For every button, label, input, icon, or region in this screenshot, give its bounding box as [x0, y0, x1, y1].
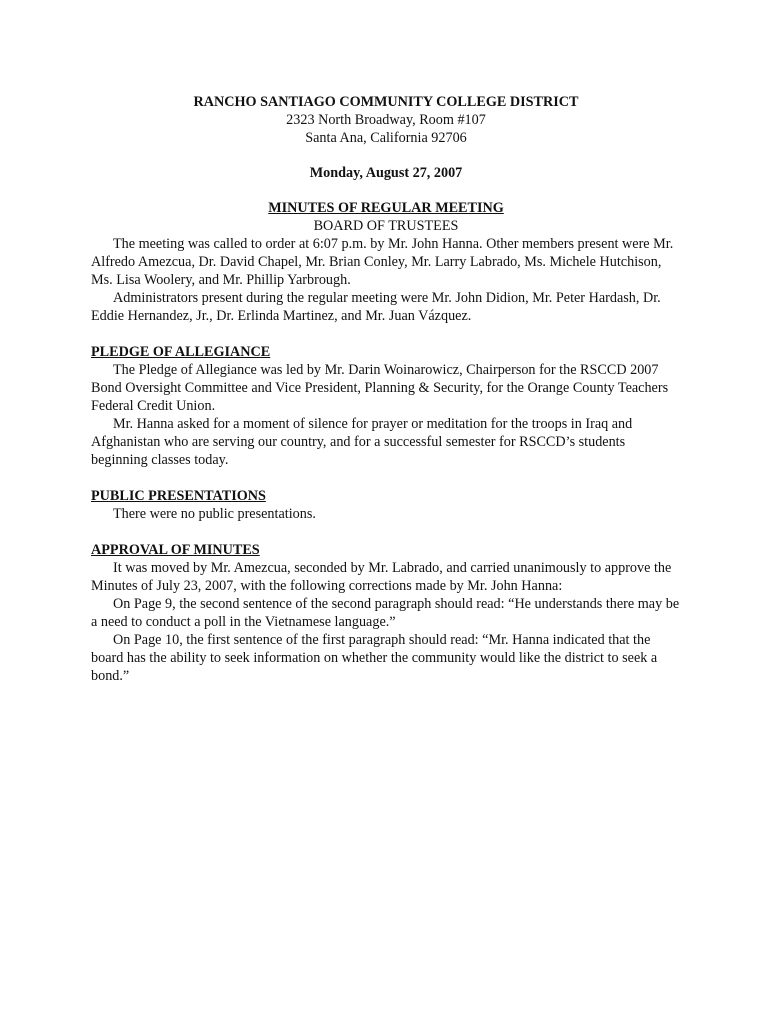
- call-to-order-paragraph: The meeting was called to order at 6:07 p.m. by Mr. John Hanna. Other members present were Mr. Alfredo Amezcua, Dr. David Chapel, Mr. Brian Conley, Mr. Larry Labrado, Ms. Michele Hutchison, Ms. Lisa Woolery, and Mr. Phillip Yarbrough.: [91, 236, 674, 288]
- meeting-date: Monday, August 27, 2007: [309, 165, 463, 181]
- address-line-1: 2323 North Broadway, Room #107: [286, 112, 486, 128]
- document-page: [91, 93, 681, 685]
- public-presentations-paragraph: There were no public presentations.: [113, 506, 316, 522]
- section-heading-pledge: PLEDGE OF ALLEGIANCE: [91, 344, 271, 360]
- pledge-paragraph-2: Mr. Hanna asked for a moment of silence for prayer or meditation for the troops in Iraq and Afghanistan who are serving our country, and for a successful semester for RSCCD’s students beginning classes today.: [91, 416, 633, 468]
- district-name: RANCHO SANTIAGO COMMUNITY COLLEGE DISTRICT: [193, 94, 579, 110]
- minutes-title-block: [91, 199, 681, 235]
- approval-paragraph-1: It was moved by Mr. Amezcua, seconded by Mr. Labrado, and carried unanimously to approve the Minutes of July 23, 2007, with the following corrections made by Mr. John Hanna:: [91, 560, 672, 594]
- approval-paragraph-2: On Page 9, the second sentence of the second paragraph should read: “He understands there may be a need to conduct a poll in the Vietnamese language.”: [91, 596, 680, 630]
- board-title: BOARD OF TRUSTEES: [313, 218, 459, 234]
- address-line-2: Santa Ana, California 92706: [305, 130, 467, 146]
- section-heading-public-presentations: PUBLIC PRESENTATIONS: [91, 488, 266, 504]
- minutes-title: MINUTES OF REGULAR MEETING: [268, 200, 504, 216]
- section-heading-approval: APPROVAL OF MINUTES: [91, 542, 260, 558]
- administrators-paragraph: Administrators present during the regular meeting were Mr. John Didion, Mr. Peter Hardash, Dr. Eddie Hernandez, Jr., Dr. Erlinda Martinez, and Mr. Juan Vázquez.: [91, 290, 661, 324]
- pledge-paragraph-1: The Pledge of Allegiance was led by Mr. Darin Woinarowicz, Chairperson for the RSCCD 2007 Bond Oversight Committee and Vice President, Planning & Security, for the Orange County Teachers Federal Credit Union.: [91, 362, 669, 414]
- approval-paragraph-3: On Page 10, the first sentence of the first paragraph should read: “Mr. Hanna indicated that the board has the ability to seek information on whether the community would like the district to seek a bond.”: [91, 632, 658, 684]
- document-header: [91, 93, 681, 147]
